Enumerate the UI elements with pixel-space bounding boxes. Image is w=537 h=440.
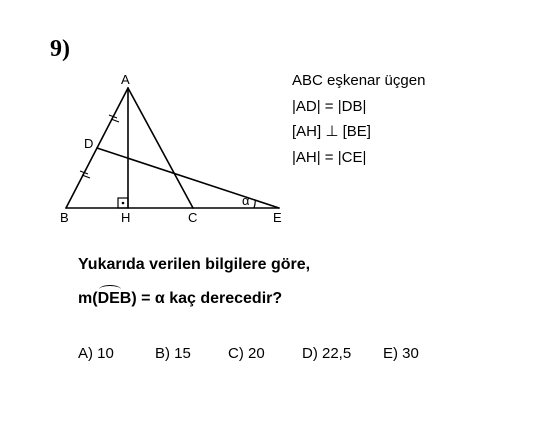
given-line: |AD| = |DB| <box>292 97 367 115</box>
label-h: H <box>121 210 131 225</box>
given-line: |AH| = |CE| <box>292 148 367 166</box>
side-ac <box>128 88 193 208</box>
option-e[interactable]: E) 30 <box>383 345 419 362</box>
given-line: ABC eşkenar üçgen <box>292 72 426 89</box>
label-alpha: α <box>242 193 250 208</box>
tick-ad-2 <box>111 119 119 122</box>
option-a[interactable]: A) 10 <box>78 345 114 362</box>
tick-db-2 <box>82 175 90 178</box>
question-prefix: m( <box>78 290 98 307</box>
label-b: B <box>60 210 69 225</box>
option-d[interactable]: D) 22,5 <box>302 345 352 362</box>
given-line: [AH] ⊥ [BE] <box>292 123 371 140</box>
question-text <box>78 290 282 308</box>
label-d: D <box>84 136 94 151</box>
given-info <box>292 68 425 170</box>
alpha-arc <box>254 200 255 208</box>
right-angle-dot <box>122 202 125 205</box>
angle-name: DEB <box>97 290 132 307</box>
label-a: A <box>121 72 130 87</box>
label-e: E <box>273 210 282 225</box>
question-suffix: ) = α kaç derecedir? <box>131 290 283 307</box>
question-number: 9) <box>50 36 70 62</box>
option-b[interactable]: B) 15 <box>155 345 191 362</box>
question-prompt: Yukarıda verilen bilgilere göre, <box>78 256 311 273</box>
option-c[interactable]: C) 20 <box>228 345 265 362</box>
label-c: C <box>188 210 198 225</box>
